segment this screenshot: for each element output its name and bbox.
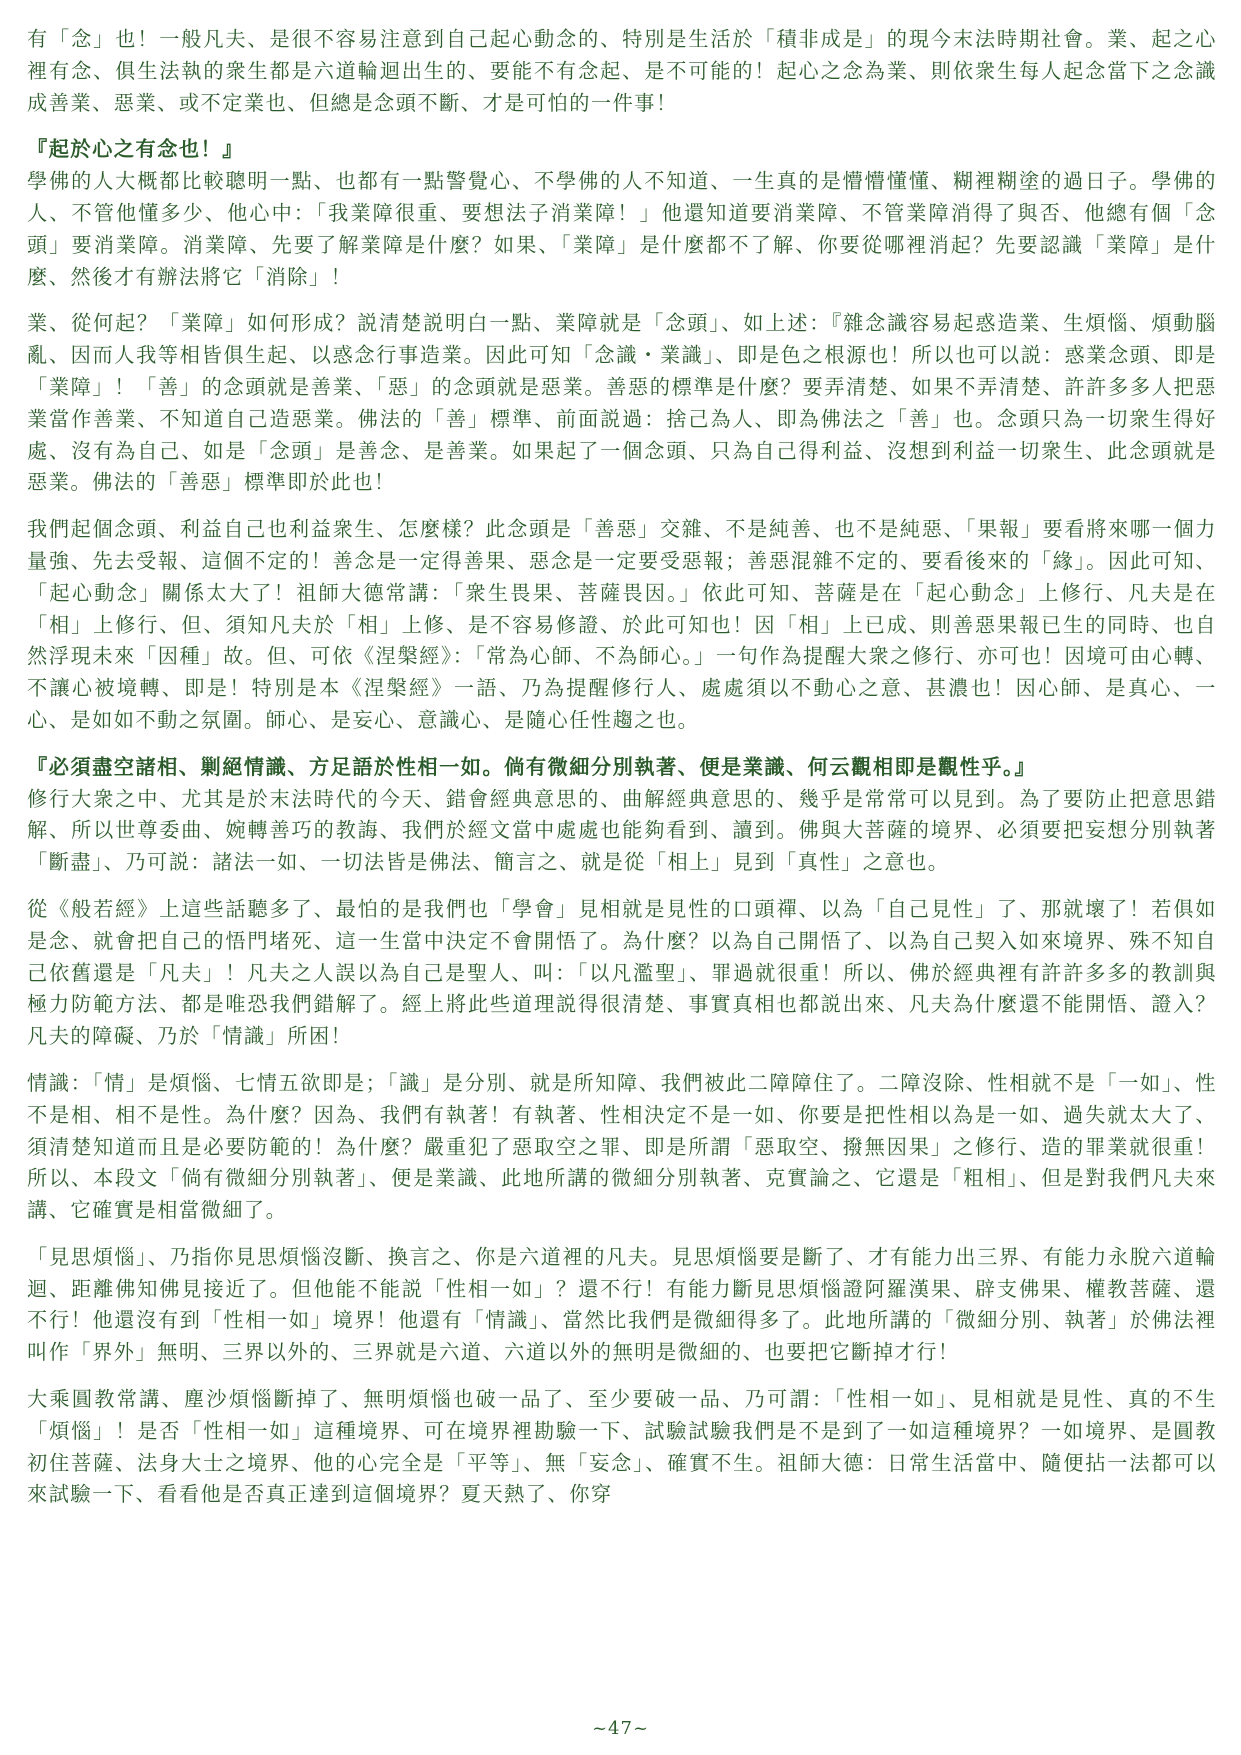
paragraph-gap bbox=[27, 1053, 1217, 1068]
paragraph-intro: 有「念」也！一般凡夫、是很不容易注意到自己起心動念的、特別是生活於「積非成是」的現今末法時期社會。業、起之心裡有念、俱生法執的衆生都是六道輪迴出生的、要能不有念起、是不可能的！起心之念為業、則依衆生每人起念當下之念識成善業、惡業、或不定業也、但總是念頭不斷、才是可怕的一件事！ bbox=[27, 27, 1217, 115]
document-body bbox=[27, 24, 1217, 1511]
paragraph-view-thought-afflictions: 「見思煩惱」、乃指你見思煩惱沒斷、換言之、你是六道裡的凡夫。見思煩惱要是斷了、才有能力出三界、有能力永脫六道輪迴、距離佛知佛見接近了。但他能不能説「性相一如」？還不行！有能力斷見思煩惱證阿羅漢果、辟支佛果、權教菩薩、還不行！他還沒有到「性相一如」境界！他還有「情識」、當然比我們是微細得多了。此地所講的「微細分別、執著」於佛法裡叫作「界外」無明、三界以外的、三界就是六道、六道以外的無明是微細的、也要把它斷掉才行！ bbox=[27, 1244, 1217, 1365]
paragraph-mahayana-perfect-teaching: 大乘圓教常講、塵沙煩惱斷掉了、無明煩惱也破一品了、至少要破一品、乃可謂：「性相一如」、見相就是見性、真的不生「煩惱」！是否「性相一如」這種境界、可在境界裡勘驗一下、試驗試驗我們是不是到了一如這種境界？一如境界、是圓教初住菩薩、法身大士之境界、他的心完全是「平等」、無「妄念」、確實不生。祖師大德：日常生活當中、隨便拈一法都可以來試驗一下、看看他是否真正達到這個境界？夏天熱了、你穿 bbox=[27, 1387, 1217, 1507]
paragraph-gap bbox=[27, 1369, 1217, 1384]
paragraph-gap bbox=[27, 879, 1217, 894]
section-heading-2: 『必須盡空諸相、剿絕情識、方足語於性相一如。倘有微細分別執著、便是業識、何云觀相即是觀性乎。』 bbox=[27, 754, 1037, 779]
paragraph-mixed-thought: 我們起個念頭、利益自己也利益衆生、怎麼樣？此念頭是「善惡」交雜、不是純善、也不是純惡、「果報」要看將來哪一個力量強、先去受報、這個不定的！善念是一定得善果、惡念是一定要受惡報；善惡混雜不定的、要看後來的「緣」。因此可知、「起心動念」關係太大了！祖師大德常講：「衆生畏果、菩薩畏因。」依此可知、菩薩是在「起心動念」上修行、凡夫是在「相」上修行、但、須知凡夫於「相」上修、是不容易修證、於此可知也！因「相」上已成、則善惡果報已生的同時、也自然浮現未來「因種」故。但、可依《涅槃經》：「常為心師、不為師心。」一句作為提醒大衆之修行、亦可也！因境可由心轉、不讓心被境轉、即是！特別是本《涅槃經》一語、乃為提醒修行人、處處須以不動心之意、甚濃也！因心師、是真心、一心、是如如不動之氛圍。師心、是妄心、意識心、是隨心任性趨之也。 bbox=[27, 517, 1217, 732]
paragraph-practitioners: 修行大衆之中、尤其是於末法時代的今天、錯會經典意思的、曲解經典意思的、幾乎是常常可以見到。為了要防止把意思錯解、所以世尊委曲、婉轉善巧的教誨、我們於經文當中處處也能夠看到、讀到。佛與大菩薩的境界、必須要把妄想分別執著「斷盡」、乃可説：諸法一如、一切法皆是佛法、簡言之、就是從「相上」見到「真性」之意也。 bbox=[27, 786, 1217, 875]
paragraph-gap bbox=[27, 737, 1217, 752]
paragraph-gap bbox=[27, 119, 1217, 134]
paragraph-karma-origin: 業、從何起？「業障」如何形成？説清楚説明白一點、業障就是「念頭」、如上述：『雜念識容易起惑造業、生煩惱、煩動腦亂、因而人我等相皆俱生起、以惑念行事造業。因此可知「念識・業識」、即是色之根源也！所以也可以説：惑業念頭、即是「業障」！「善」的念頭就是善業、「惡」的念頭就是惡業。善惡的標準是什麼？要弄清楚、如果不弄清楚、許許多多人把惡業當作善業、不知道自己造惡業。佛法的「善」標準、前面説過：捨己為人、即為佛法之「善」也。念頭只為一切衆生得好處、沒有為自己、如是「念頭」是善念、是善業。如果起了一個念頭、只為自己得利益、沒想到利益一切衆生、此念頭就是惡業。佛法的「善惡」標準即於此也！ bbox=[27, 311, 1217, 495]
paragraph-gap bbox=[27, 499, 1217, 514]
paragraph-gap bbox=[27, 1227, 1217, 1242]
paragraph-gap bbox=[27, 293, 1217, 308]
paragraph-prajna-sutra: 從《般若經》上這些話聽多了、最怕的是我們也「學會」見相就是見性的口頭禪、以為「自己見性」了、那就壞了！若俱如是念、就會把自己的悟門堵死、這一生當中決定不會開悟了。為什麼？以為自己開悟了、以為自己契入如來境界、殊不知自己依舊還是「凡夫」！凡夫之人誤以為自己是聖人、叫：「以凡濫聖」、罪過就很重！所以、佛於經典裡有許許多多的教訓與極力防範方法、都是唯恐我們錯解了。經上將此些道理説得很清楚、事實真相也都説出來、凡夫為什麼還不能開悟、證入？凡夫的障礙、乃於「情識」所困！ bbox=[27, 896, 1217, 1049]
page-number: ~47~ bbox=[591, 1718, 650, 1739]
paragraph-emotional-consciousness: 情識：「情」是煩惱、七情五欲即是；「識」是分別、就是所知障、我們被此二障障住了。二障沒除、性相就不是「一如」、性不是相、相不是性。為什麼？因為、我們有執著！有執著、性相決定不是一如、你要是把性相以為是一如、過失就太大了、須清楚知道而且是必要防範的！為什麼？嚴重犯了惡取空之罪、即是所謂「惡取空、撥無因果」之修行、造的罪業就很重！所以、本段文「倘有微細分別執著」、便是業識、此地所講的微細分別執著、克實論之、它還是「粗相」、但是對我們凡夫來講、它確實是相當微細了。 bbox=[27, 1070, 1217, 1223]
paragraph-karma-awareness: 學佛的人大概都比較聰明一點、也都有一點警覺心、不學佛的人不知道、一生真的是懵懵懂懂、糊裡糊塗的過日子。學佛的人、不管他懂多少、他心中：「我業障很重、要想法子消業障！」他還知道要消業障、不管業障消得了與否、他總有個「念頭」要消業障。消業障、先要了解業障是什麼？如果、「業障」是什麼都不了解、你要從哪裡消起？先要認識「業障」是什麼、然後才有辦法將它「消除」！ bbox=[27, 169, 1217, 289]
section-heading-1: 『起於心之有念也！』 bbox=[27, 137, 244, 162]
